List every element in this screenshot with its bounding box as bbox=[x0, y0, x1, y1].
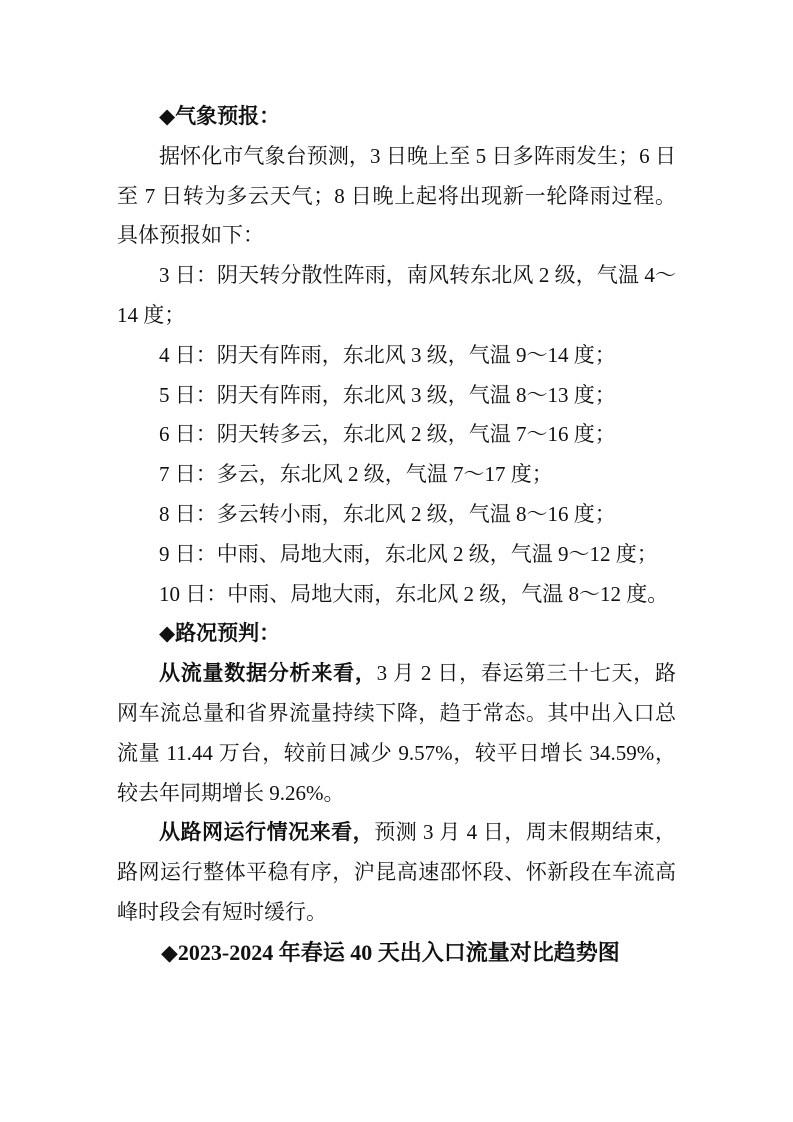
forecast-day-5: 5 日：阴天有阵雨，东北风 3 级，气温 8～13 度； bbox=[159, 382, 616, 407]
road-condition-heading: ◆路况预判： bbox=[159, 621, 281, 646]
network-operation-text: 预测 3 月 4 日，周末假期结束，路网运行整体平稳有序，沪昆高速邵怀段、怀新段在车流高峰时段会有短时缓行。 bbox=[117, 820, 677, 924]
network-operation-paragraph bbox=[117, 813, 676, 932]
forecast-day-10: 10 日：中雨、局地大雨，东北风 2 级，气温 8～12 度。 bbox=[159, 581, 669, 606]
forecast-day-3: 3 日：阴天转分散性阵雨，南风转东北风 2 级，气温 4～14 度； bbox=[117, 263, 676, 327]
network-operation-lead: 从路网运行情况来看， bbox=[159, 820, 375, 845]
forecast-day-9: 9 日：中雨、局地大雨，东北风 2 级，气温 9～12 度； bbox=[159, 541, 658, 566]
flow-comparison-chart-heading: ◆2023-2024 年春运 40 天出入口流量对比趋势图 bbox=[161, 939, 620, 965]
weather-forecast-heading: ◆气象预报： bbox=[159, 104, 281, 128]
forecast-day-7: 7 日：多云，东北风 2 级，气温 7～17 度； bbox=[159, 462, 553, 487]
document-content bbox=[117, 97, 676, 973]
flow-analysis-text: 3 月 2 日，春运第三十七天，路网车流总量和省界流量持续下降，趋于常态。其中出入口总流量 11.44 万台，较前日减少 9.57%，较平日增长 34.59%，较去年同期增长 9.26%。 bbox=[117, 661, 677, 805]
forecast-day-6: 6 日：阴天转多云，东北风 2 级，气温 7～16 度； bbox=[159, 422, 616, 447]
flow-analysis-lead: 从流量数据分析来看， bbox=[159, 661, 377, 686]
weather-intro-paragraph: 据怀化市气象台预测，3 日晚上至 5 日多阵雨发生；6 日至 7 日转为多云天气；8 日晚上起将出现新一轮降雨过程。具体预报如下： bbox=[117, 143, 676, 248]
flow-analysis-paragraph bbox=[117, 654, 676, 813]
forecast-day-8: 8 日：多云转小雨，东北风 2 级，气温 8～16 度； bbox=[159, 501, 616, 526]
forecast-day-4: 4 日：阴天有阵雨，东北风 3 级，气温 9～14 度； bbox=[159, 342, 616, 367]
